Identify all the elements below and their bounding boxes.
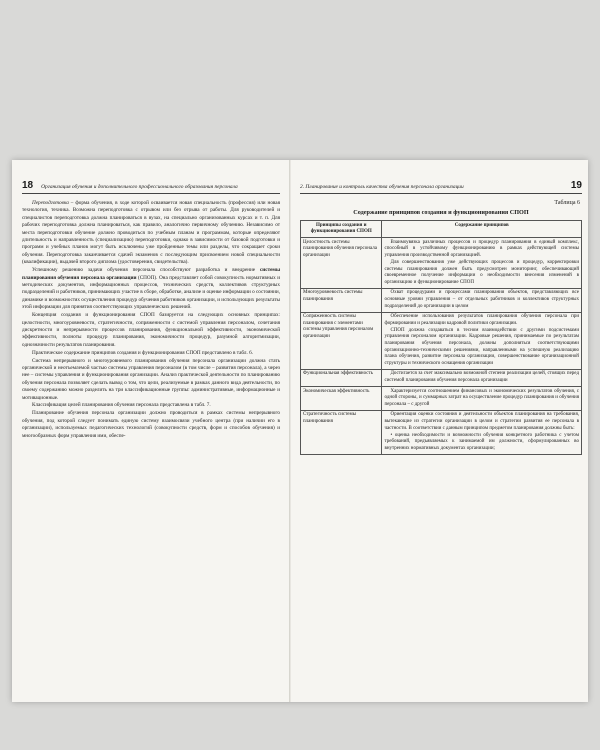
paragraph: Успешному решению задачи обучения персонала способствуют разработка и внедрение системы планирования обучения персонала организации (СПОП). Она представляет собой совокупность нормативных и методических документов, информационных процессов, технических средств, коллективов структурных подразделений и работников, принимающих участие в сборе, обработке, анализе и оценке информации о состоянии, динамике и возможностях осуществления процедур обучения работников организации, и использующих результаты этой информации для принятия соответствующих управленческих решений. [22, 267, 281, 311]
principle-cell: Экономическая эффективность [301, 387, 382, 411]
left-body-text [22, 200, 280, 440]
table-label: Таблица 6 [554, 200, 580, 206]
content-cell: Характеризуется соотношением финансовых и экономических результатов обучения, с одной стороны, и суммарных затрат на осуществление процедур планирования и обучения персонала – с другой [382, 387, 582, 411]
table-row [301, 238, 582, 289]
content-cell: Ориентация оценки состояния и деятельности объектов планирования на требования, вытекающие из стратегии организации в целом и стратегии развития ее персонала в частности. В соответствии с данным принципом предметом планирования должны быть: • оценка необходимости и возможности обучения конкретного работника с учетом требований, предъявляемых к занимаемой им должности, сформулированных во внутренних нормативных документах организации; [382, 410, 582, 454]
table-row [301, 410, 582, 454]
table-row [301, 288, 582, 312]
paragraph: Система непрерывного и многоуровневого планирования обучения персонала организации должна стать органической и неотъемлемой частью системы управления персоналом (в том числе – развития персонала), а через нее – системы управления и функционирования организации. Анализ практической деятельности по планированию обучения персонала позволяет сделать вывод о том, что цели, реализуемые в рамках данного вида деятельности, по своему содержанию можно разделить на три классификационные группы: административные, информационные и мотивационные. [22, 357, 280, 401]
right-running-head [300, 180, 582, 194]
table-header-content: Содержание принципов [382, 221, 582, 238]
left-running-head [22, 180, 280, 194]
table-title: Содержание принципов создания и функционирования СПОП [353, 209, 529, 216]
paragraph: Планирование обучения персонала организации должно проводиться в рамках системы непрерывного обучения, под которой следует понимать единую систему взаимосвязи учебного центра (при наличии его в организации), используемых педагогических технологий (совокупности средств, форм и способов обучения) и многообразных форм управления ими, обеспе- [22, 410, 280, 439]
paragraph: Концепция создания и функционирования СПОП базируется на следующих основных принципах: целостности, многоуровневости, стратегичности, сопряженности с системой управления персоналом, сочетания дискретности и непрерывности процессов планирования, функциональной эффективности, экономической эффективности, полноты процедур планирования, экономичности процедур, разумной алгоритмизации, однозначности результатов планирования. [22, 312, 280, 348]
table-row [301, 369, 582, 386]
principle-cell: Стратегичность системы планирования [301, 410, 382, 454]
principles-table [300, 220, 582, 455]
paragraph: Переподготовка – форма обучения, в ходе которой осваивается новая специальность (профессия) или новая технология, техника. Возможна переподготовка с отрывом или без отрыва от работы. Для руководителей и специалистов переподготовка должна планироваться в вузах, на специально организованных курсах и т. п. Для рабочих переподготовка должна планироваться, как правило, аналогично первичному обучению. Независимо от места переподготовки обучение должно проводиться по учебным планам и программам, которые определяют длительность и направленность (специализацию) переподготовки, однако в зависимости от базовой подготовки и программ и учебных планов могут быть исключены уже пройденные темы или разделы, что сокращает сроки обучения. Переподготовка заканчивается сдачей экзаменов с последующим присвоением новой специальности (квалификации), выдачей второго диплома (удостоверения, свидетельства). [22, 200, 280, 266]
principle-cell: Многоуровневость системы планирования [301, 288, 382, 312]
table-header-row [301, 221, 582, 238]
table-row [301, 312, 582, 369]
content-cell: Достигается за счет максимально возможной степени реализации целей, стоящих перед системой планирования обучения персонала организации [382, 369, 582, 386]
right-running-title: 2. Планирование и контроль качества обучения персонала организации [300, 184, 464, 190]
principle-cell: Функциональная эффективность [301, 369, 382, 386]
left-page-number: 18 [22, 180, 34, 191]
left-running-title: Организация обучения и дополнительного профессионального образования персонала [41, 184, 238, 190]
table-row [301, 387, 582, 411]
right-page-number: 19 [570, 180, 582, 191]
paragraph: Классификация целей планирования обучения персонала представлена в табл. 7. [32, 402, 211, 409]
content-cell: Обеспечение использования результатов планирования обучения персонала при формировании и реализации кадровой политики организации. СПОП должна создаваться в тесном взаимодействии с другими подсистемами управления персоналом организации. Кадровые решения, принимаемые по результатам планирования обучения персонала, должны дополняться соответствующими организационно-техническими решениями, направленными на успешную реализацию плана обучения, развитие персонала организации, совершенствование организационной структуры и технического оснащения организации [382, 312, 582, 369]
content-cell: Охват процедурами и процессами планирования объектов, представляющих все основные уровни управления – от отдельных работников и коллективов структурных подразделений до организации в целом [382, 288, 582, 312]
content-cell: Взаимоувязка различных процессов и процедур планирования в единый комплекс, способный в устойчивому функционированию в рамках действующей системы управления производственной организацией. Для совершенствования уже действующих процессов и процедур, корректировки системы планирования должен быть предусмотрен мониторинг, обеспечивающий своевременное получение информации о необходимости внесения изменений в организацию и функционирование СПОП [382, 238, 582, 289]
right-page [300, 180, 582, 455]
book-gutter [289, 160, 291, 702]
left-page [22, 180, 280, 440]
paragraph: Практическое содержание принципов создания и функционирования СПОП представлено в табл. 6. [32, 349, 254, 356]
principle-cell: Целостность системы планирования обучения персонала организации [301, 238, 382, 289]
table-header-principle: Принципы создания и функционирования СПОП [301, 221, 382, 238]
principle-cell: Сопряженность системы планирования с элементами системы управления персоналом организации [301, 312, 382, 369]
